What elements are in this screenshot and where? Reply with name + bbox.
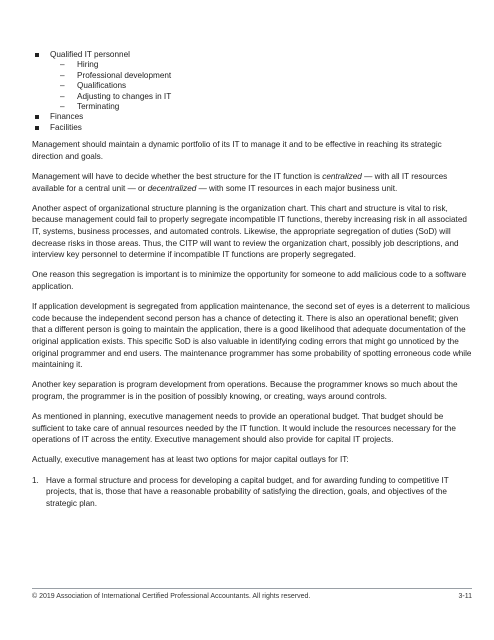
bullet-item: Finances [32, 112, 472, 122]
paragraph: Another key separation is program development from operations. Because the programmer knows so much about the program, the programmer is in the position of possibly knowing, or creating, ways around controls. [32, 380, 458, 401]
item-text: Have a formal structure and process for developing a capital budget, and for awarding funding to competitive IT projects, that is, those that have a reasonable probability of satisfying the direction, goals, and objectives of the strategic plan. [46, 475, 449, 508]
paragraph: If application development is segregated from application maintenance, the second set of eyes is a deterrent to malicious code because the independent second person has a chance of detecting it. There is also an operational benefit; given that a different person is going to maintain the application, there is a good likelihood that adequate documentation of the original application exists. This specific SoD is also valuable in identifying coding errors that might go unnoticed by the original programmer and end users. The maintenance programmer has some probability of spotting erroneous code while maintaining it. [32, 302, 472, 370]
emphasis-decentralized: decentralized [147, 183, 197, 193]
emphasis-centralized: centralized [322, 172, 362, 182]
item-number: 1. [32, 475, 39, 485]
page-footer [32, 593, 472, 600]
numbered-list [32, 475, 472, 510]
paragraph: Actually, executive management has at least two options for major capital outlays for IT: [32, 455, 349, 465]
document-body [32, 50, 472, 509]
sub-bullet-item: – Adjusting to changes in IT [32, 92, 472, 102]
paragraph: One reason this segregation is important is to minimize the opportunity for someone to add malicious code to a software application. [32, 270, 467, 291]
footer-divider [32, 588, 472, 589]
sub-bullet-item: – Terminating [32, 102, 472, 112]
paragraph: Management should maintain a dynamic portfolio of its IT to manage it and to be effective in reaching its strategic direction and goals. [32, 140, 442, 161]
bullet-item: Qualified IT personnel [32, 50, 472, 60]
paragraph: As mentioned in planning, executive management needs to provide an operational budget. That budget should be sufficient to take care of annual resources needed by the IT function. It would include the resources necessary for the operations of IT across the entity. Executive management should also provide for capital IT projects. [32, 412, 456, 445]
sub-bullet-item: – Professional development [32, 71, 472, 81]
paragraph: Management will have to decide whether the best structure for the IT function is centralized — with all IT resources available for a central unit — or decentralized — with some IT resources in each major business unit. [32, 172, 448, 193]
copyright-notice: © 2019 Association of International Certified Professional Accountants. All rights reserved. [32, 593, 311, 600]
resource-bullet-list [32, 50, 472, 133]
numbered-item [32, 475, 472, 510]
page-number: 3-11 [458, 593, 472, 600]
sub-bullet-item: – Qualifications [32, 81, 472, 91]
bullet-item: Facilities [32, 123, 472, 133]
paragraph: Another aspect of organizational structure planning is the organization chart. This chart and structure is vital to risk, because management could fail to properly segregate incompatible IT functions, thereby increasing risk in all associated IT, systems, business processes, and automated controls. Likewise, the appropriate segregation of duties (SoD) will decrease risks in those areas. Thus, the CITP will want to review the organization chart, possibly job descriptions, and interview key personnel to determine if incompatible IT functions are properly segregated. [32, 203, 467, 260]
sub-bullet-item: – Hiring [32, 60, 472, 70]
